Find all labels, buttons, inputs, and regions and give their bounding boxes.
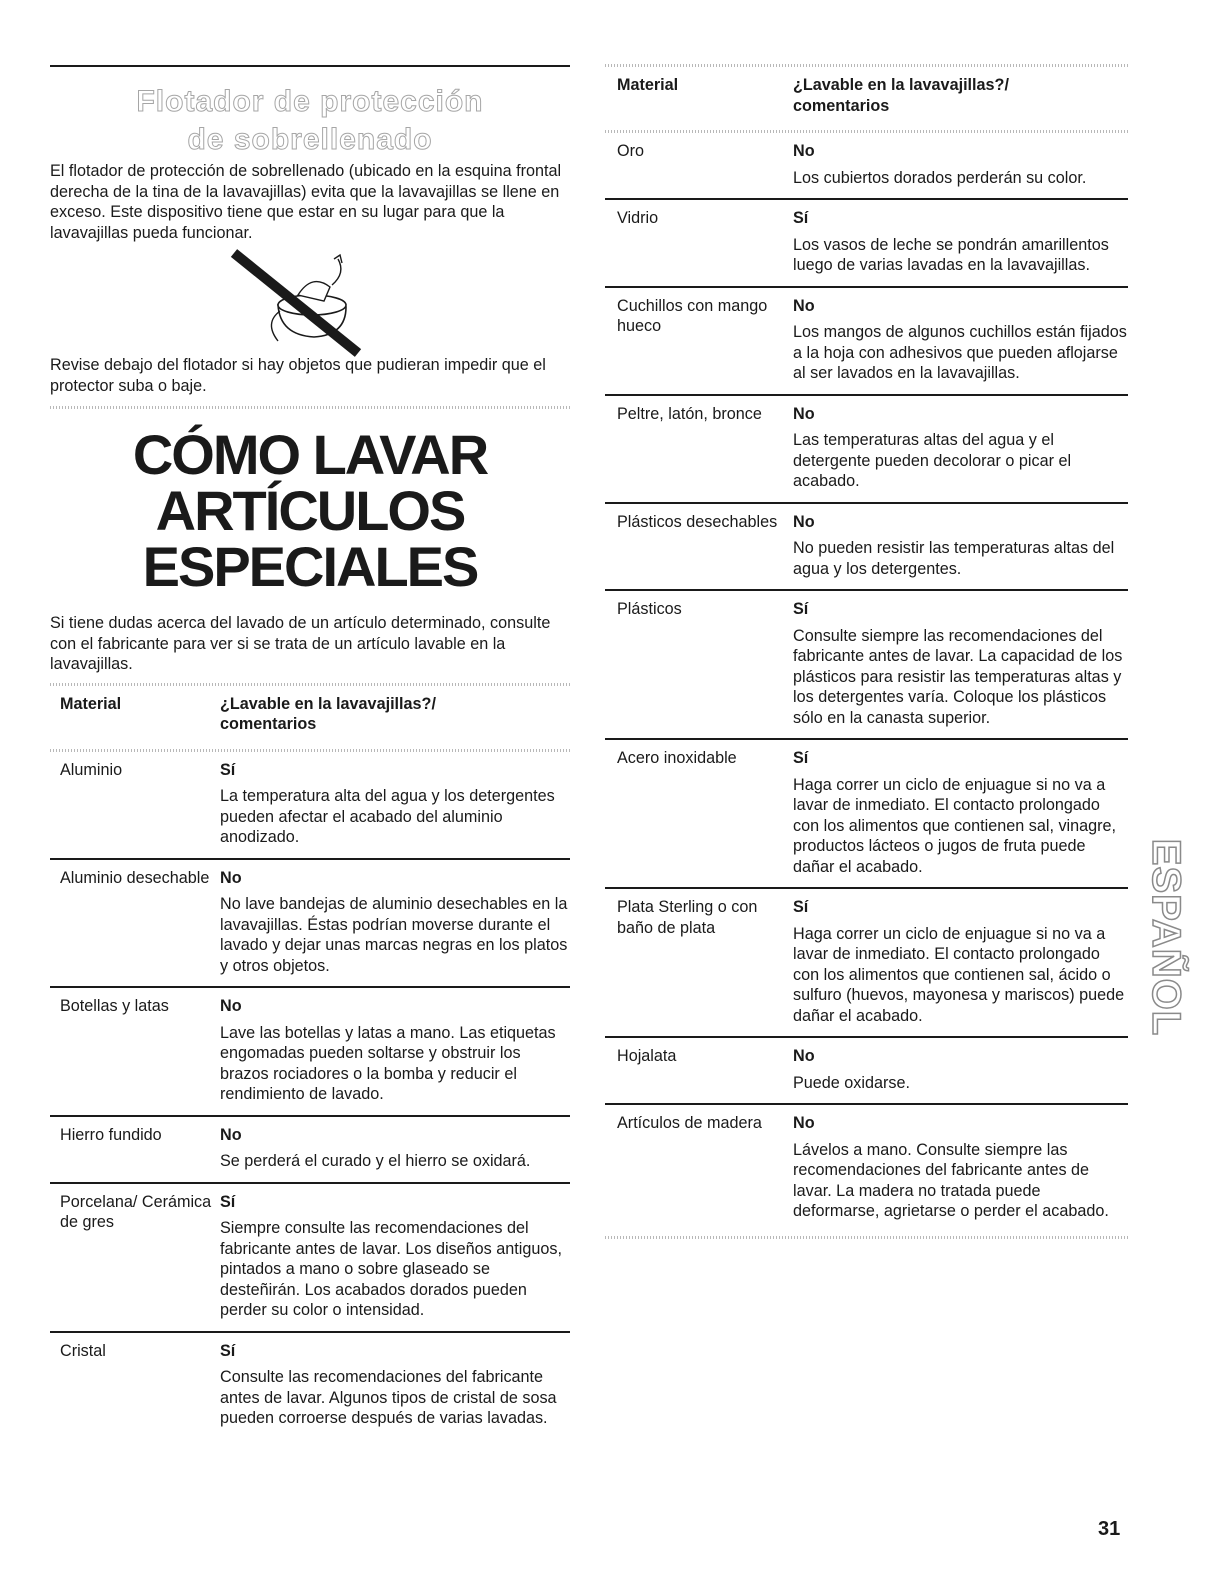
left-column [50,0,570,1439]
row-comment: Lave las botellas y latas a mano. Las etiquetas engomadas pueden soltarse y obstruir los brazos rociadores o la bomba y reducir el rendimiento de lavado. [220,1023,556,1103]
row-material: Hojalata [605,1037,793,1104]
row-material: Plásticos [605,590,793,739]
row-info [220,752,570,859]
row-info [220,987,570,1116]
header-comment-line2: comentarios [793,96,890,115]
row-material: Hierro fundido [50,1116,220,1183]
table-bottom-divider [605,1236,1128,1239]
section-divider [50,406,570,409]
top-rule [50,65,570,67]
materials-table-left [50,686,570,749]
table-row [50,1183,570,1332]
special-title-line2: ARTÍCULOS [155,479,465,542]
row-answer: Sí [793,898,809,916]
row-material: Aluminio desechable [50,859,220,988]
header-comment [220,686,570,749]
overfill-title-line1: Flotador de protección [136,85,484,118]
materials-table-right [605,67,1128,130]
row-material: Aluminio [50,752,220,859]
table-header [605,67,1128,130]
row-answer: Sí [220,760,236,779]
row-answer: Sí [220,1192,236,1211]
table-row [605,590,1128,739]
float-icon [220,249,380,357]
row-answer: No [793,1114,815,1132]
right-column [605,0,1128,1239]
row-info [793,888,1128,1037]
row-material: Botellas y latas [50,987,220,1116]
row-material: Vidrio [605,199,793,287]
row-material: Plásticos desechables [605,503,793,591]
row-material: Oro [605,133,793,199]
row-comment: Consulte las recomendaciones del fabricante antes de lavar. Algunos tipos de cristal de sosa pueden corroerse después de varias lavadas. [220,1368,557,1427]
row-answer: No [793,512,815,531]
float-illustration [50,243,570,351]
row-comment: Haga correr un ciclo de enjuague si no va a lavar de inmediato. El contacto prolongado con los alimentos que contienen sal, vinagre, productos lácteos o jugos de fruta puede dañar el acabado. [793,775,1117,876]
header-material: Material [617,76,679,94]
language-side-tab [1144,815,1189,1060]
row-comment: Los cubiertos dorados perderán su color. [793,168,1087,187]
row-info [793,395,1128,503]
overfill-intro: El flotador de protección de sobrellenado (ubicado en la esquina frontal derecha de la tina de la lavavajillas) evita que la lavavajillas se llene en exceso. Este dispositivo tiene que estar en su lugar para que la lavavajillas pueda funcionar. [50,162,562,242]
row-comment: Consulte siempre las recomendaciones del fabricante antes de lavar. La capacidad de los plásticos para resistir las temperaturas altas y los detergentes varía. Coloque los plásticos sólo en la canasta superior. [793,626,1123,727]
header-comment-line1: ¿Lavable en la lavavajillas?/ [220,694,436,713]
row-info [793,739,1128,888]
table-row [605,287,1128,395]
row-answer: Sí [793,749,809,767]
table-row [50,1116,570,1183]
row-material: Cristal [60,1341,106,1360]
row-comment: Haga correr un ciclo de enjuague si no va a lavar de inmediato. El contacto prolongado con los alimentos que contienen sal, ácido o sulfuro (huevos, mayonesa y mariscos) puede dañar el acabado. [793,924,1125,1025]
row-comment: Los vasos de leche se pondrán amarillentos luego de varias lavadas en la lavavajillas. [793,235,1109,274]
row-info [793,287,1128,395]
row-info [793,503,1128,591]
row-answer: No [793,1047,815,1065]
overfill-title-line2: de sobrellenado [187,123,433,156]
row-comment: La temperatura alta del agua y los detergentes pueden afectar el acabado del aluminio anodizado. [220,787,555,846]
row-comment: No lave bandejas de aluminio desechables en la lavavajillas. Éstas podrían moverse durante el lavado y dejar unas marcas negras en los platos y otros objetos. [220,895,568,975]
table-row [50,859,570,988]
table-row [50,1332,570,1439]
special-title-line3: ESPECIALES [142,535,478,598]
row-answer: Sí [793,600,809,618]
row-info [793,199,1128,287]
row-material: Artículos de madera [617,1114,762,1132]
row-info [793,1104,1128,1232]
table-row [605,133,1128,199]
table-row [50,752,570,859]
materials-rows-left [50,752,570,1439]
row-answer: No [220,997,242,1015]
row-comment: Puede oxidarse. [793,1073,910,1092]
table-row [605,395,1128,503]
row-comment: Lávelos a mano. Consulte siempre las recomendaciones del fabricante antes de lavar. La madera no tratada puede deformarse, agrietarse o perder el acabado. [793,1140,1109,1220]
row-info [220,859,570,988]
row-comment: Los mangos de algunos cuchillos están fijados a la hoja con adhesivos que pueden aflojarse al ser lavados en la lavavajillas. [793,323,1127,382]
table-row [605,739,1128,888]
language-label: ESPAÑOL [1144,838,1189,1037]
special-title-line1: CÓMO LAVAR [132,423,488,486]
row-comment: Siempre consulte las recomendaciones del fabricante antes de lavar. Los diseños antiguos, pintados a mano o sobre glaseado se desteñirán. Los acabados dorados pueden perder su color o intensidad. [220,1219,562,1319]
row-comment: Se perderá el curado y el hierro se oxidará. [220,1152,531,1170]
special-intro: Si tiene dudas acerca del lavado de un artículo determinado, consulte con el fabricante para ver si se trata de un artículo lavable en la lavavajillas. [50,614,551,673]
row-info [793,1037,1128,1104]
materials-rows-right [605,133,1128,1232]
table-row [605,199,1128,287]
header-comment [793,67,1128,130]
row-answer: Sí [220,1341,236,1360]
table-row [605,1104,1128,1232]
row-material: Peltre, latón, bronce [605,395,793,503]
row-answer: No [220,1125,242,1144]
row-material: Acero inoxidable [605,739,793,888]
special-title [50,423,570,598]
row-info [793,590,1128,739]
row-info [793,133,1128,199]
row-info [220,1116,570,1183]
row-material: Porcelana/ Cerámica de gres [50,1183,220,1332]
table-row [605,1037,1128,1104]
row-info [220,1332,570,1439]
table-row [50,987,570,1116]
row-comment: No pueden resistir las temperaturas altas del agua y los detergentes. [793,539,1115,578]
row-answer: No [220,868,242,887]
row-answer: No [793,142,815,160]
page-number: 31 [1098,1518,1121,1540]
row-comment: Las temperaturas altas del agua y el detergente pueden decolorar o picar el acabado. [793,431,1072,490]
table-row [605,888,1128,1037]
row-info [220,1183,570,1332]
overfill-title [50,83,570,159]
header-material: Material [60,694,122,713]
row-answer: Sí [793,209,809,227]
header-comment-line2: comentarios [220,715,317,733]
table-row [605,503,1128,591]
row-answer: No [793,404,815,423]
row-answer: No [793,296,815,315]
row-material: Cuchillos con mango hueco [605,287,793,395]
header-comment-line1: ¿Lavable en la lavavajillas?/ [793,76,1009,94]
overfill-note: Revise debajo del flotador si hay objetos que pudieran impedir que el protector suba o baje. [50,356,546,395]
table-header [50,686,570,749]
row-material: Plata Sterling o con baño de plata [605,888,793,1037]
